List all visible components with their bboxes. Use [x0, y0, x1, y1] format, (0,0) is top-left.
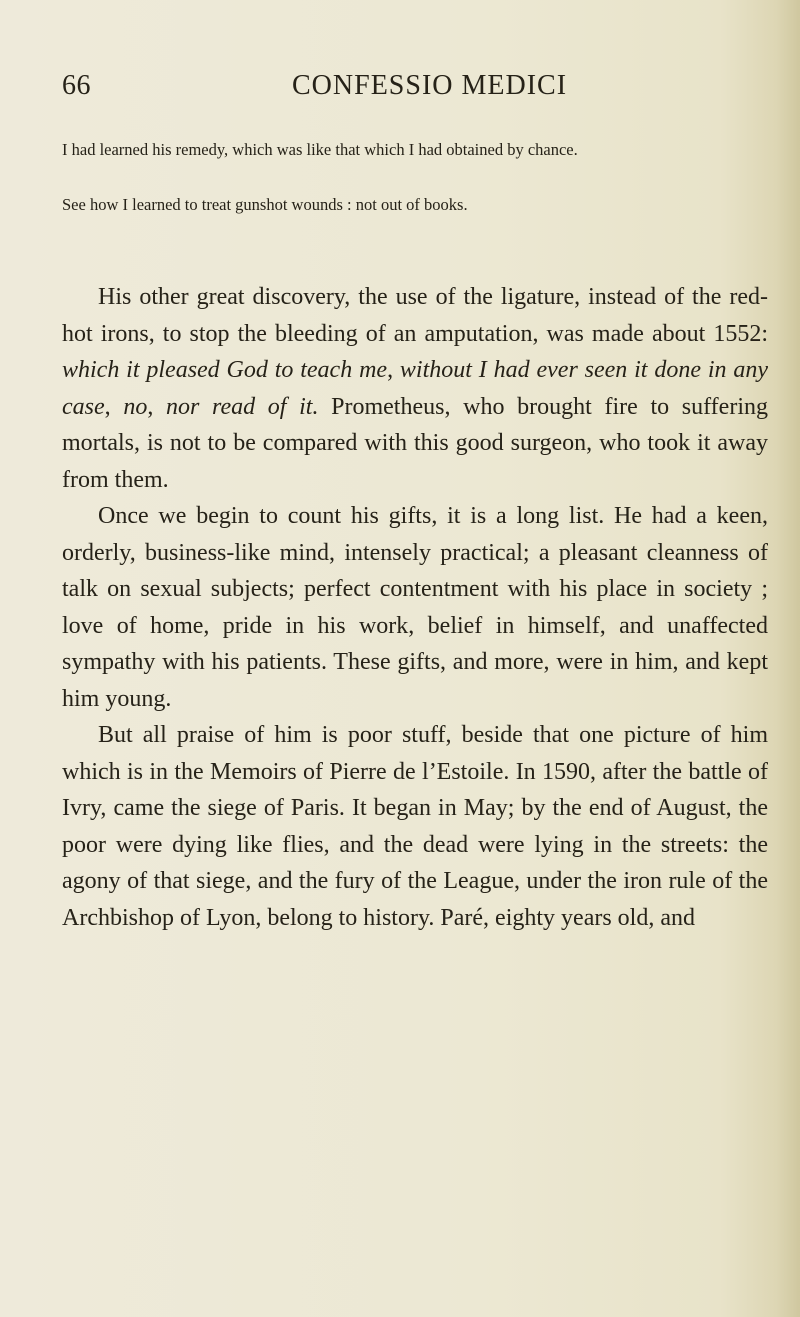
italic-quote: nor read of it.: [166, 393, 319, 420]
footnote-quote-1: [62, 137, 765, 162]
footnote-quote-2: [62, 192, 765, 217]
italic-quote: no: [123, 393, 148, 420]
page-number: 66: [62, 70, 91, 101]
text-run: ,: [104, 393, 124, 420]
text-run: Prometheus, who brought fire to suffering mortals, is not to be compared with this good surgeon, who took it away from them.: [62, 393, 768, 493]
italic-quote: without I had ever seen it done in any case: [62, 357, 769, 420]
italic-quote: which it pleased God to teach me: [62, 357, 388, 383]
paragraph-ligature: [62, 279, 768, 498]
running-title: CONFESSIO MEDICI: [292, 70, 568, 101]
paragraph-gifts: Once we begin to count his gifts, it is a long list. He had a keen, orderly, business-like mind, intensely practical; a pleasant cleanness of talk on sexual subjects; perfect contentment with his place in society ; love of home, pride in his work, belief in himself, and unaffected sympathy with his patients. These gifts, and more, were in him, and kept him young.: [62, 503, 768, 712]
text-run: His other great discovery, the use of the ligature, instead of the red-hot irons, to stop the bleeding of an amputation, was made about 1552:: [62, 284, 768, 347]
paragraph-siege: But all praise of him is poor stuff, beside that one picture of him which is in the Memoirs of Pierre de l’Estoile. In 1590, after the battle of Ivry, came the siege of Paris. It began in May; by the end of August, the poor were dying like flies, and the dead were lying in the streets: the agony of that siege, and the fury of the League, under the iron rule of the Archbishop of Lyon, belong to history. Paré, eighty years old, and: [62, 722, 768, 931]
note-text: I had learned his remedy, which was like that which I had obtained by chance.: [62, 140, 578, 159]
text-run: ,: [387, 357, 400, 383]
text-run: ,: [147, 393, 166, 420]
note-text: See how I learned to treat gunshot wounds : not out of books.: [62, 195, 468, 214]
body-text: [62, 279, 768, 936]
page-header: [62, 70, 765, 110]
